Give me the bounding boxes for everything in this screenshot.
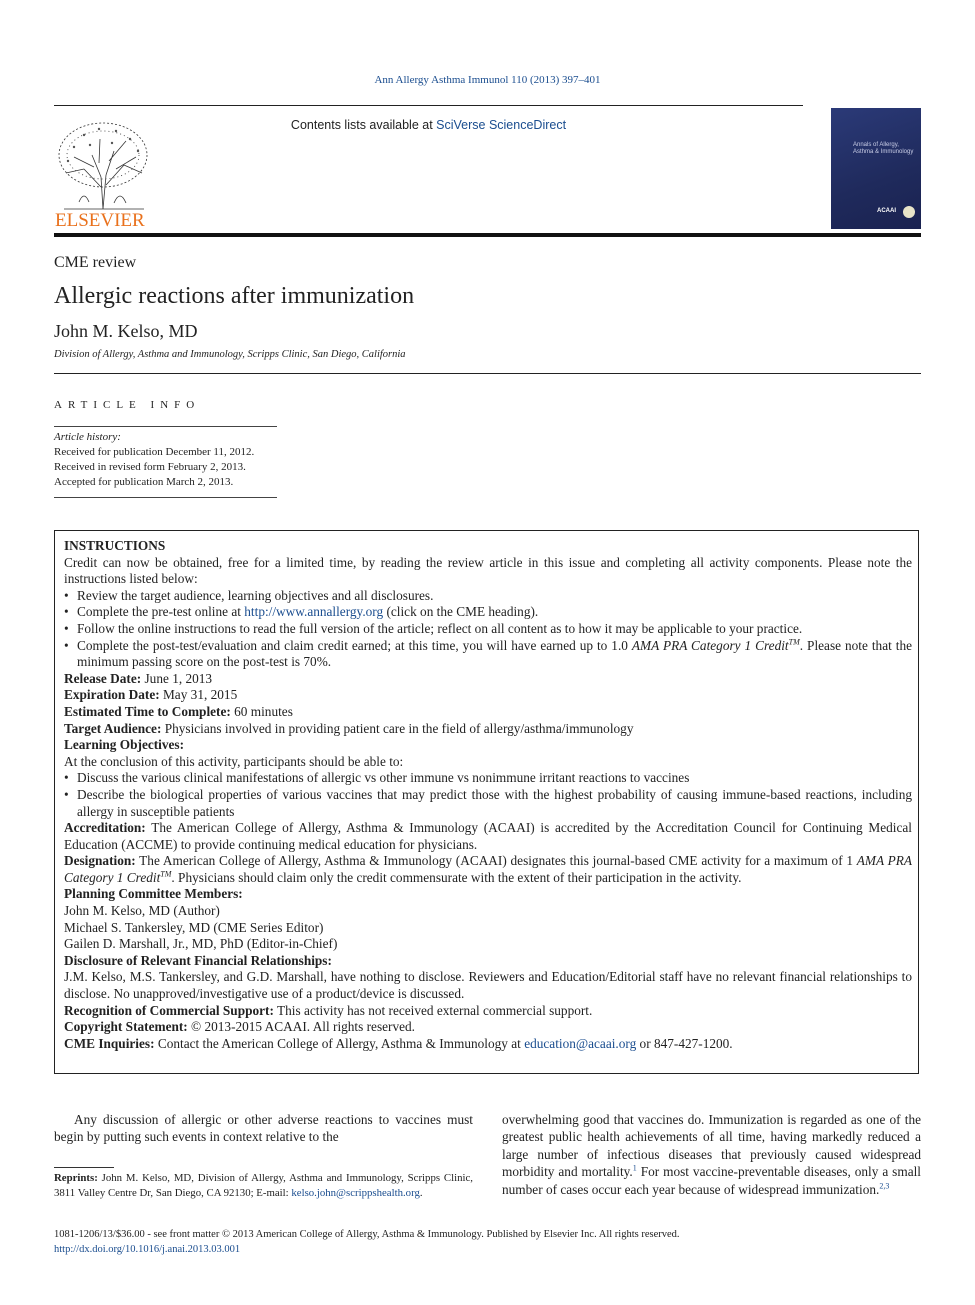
doi-link[interactable]: http://dx.doi.org/10.1016/j.anai.2013.03.001 xyxy=(54,1243,241,1255)
journal-cover-thumbnail[interactable] xyxy=(831,108,921,229)
committee-label: Planning Committee Members: xyxy=(64,886,243,902)
history-revised: Received in revised form February 2, 2013. xyxy=(54,461,246,473)
page-footer xyxy=(54,1228,680,1257)
title-rule xyxy=(54,373,921,374)
instruction-item: • Complete the post-test/evaluation and claim credit earned; at this time, you will have earned up to 1.0 AMA PRA Category 1 Credit™. Please note that the minimum passing score on the post-test is 70%. xyxy=(64,638,912,671)
estimated-time: Estimated Time to Complete: 60 minutes xyxy=(64,703,293,719)
expiration-date: Expiration Date: May 31, 2015 xyxy=(64,687,238,703)
issn-copyright-line: 1081-1206/13/$36.00 - see front matter © 2013 American College of Allergy, Asthma & Immunology. Published by Elsevier Inc. All rights reserved. xyxy=(54,1229,680,1240)
article-title: Allergic reactions after immunization xyxy=(54,283,415,309)
sciencedirect-link[interactable]: SciVerse ScienceDirect xyxy=(436,118,567,132)
cme-instructions-box xyxy=(54,530,919,1074)
section-label: CME review xyxy=(54,254,137,271)
reference-link[interactable]: 1 xyxy=(632,1163,637,1173)
journal-reference[interactable]: Ann Allergy Asthma Immunol 110 (2013) 397–401 xyxy=(374,74,601,86)
body-right-column: overwhelming good that vaccines do. Immunization is regarded as one of the greatest public health achievements of all time, having markedly reduced a large number of infectious diseases that previously caused widespread morbidity and mortality.$^1$ For most vaccine-preventable diseases, only a small number of cases occur each year because of widespread immunization.$^{2,3}$ xyxy=(502,1112,921,1197)
committee-member: John M. Kelso, MD (Author) xyxy=(64,903,220,919)
author-name: John M. Kelso, MD xyxy=(54,321,198,341)
cover-badge: ACAAI xyxy=(877,208,896,214)
release-date: Release Date: June 1, 2013 xyxy=(64,670,213,686)
commercial-support: Recognition of Commercial Support: This activity has not received external commercial support. xyxy=(64,1002,593,1018)
instructions-heading: INSTRUCTIONS xyxy=(64,538,166,553)
article-history-label: Article history: xyxy=(54,431,121,443)
acaai-email-link[interactable]: education@acaai.org xyxy=(524,1035,637,1051)
cover-seal-icon xyxy=(903,206,915,218)
header-thick-rule xyxy=(54,233,921,237)
instruction-item: • Review the target audience, learning objectives and all disclosures. xyxy=(64,588,912,605)
author-affiliation: Division of Allergy, Asthma and Immunology, Scripps Clinic, San Diego, California xyxy=(54,349,406,360)
author-email-link[interactable]: kelso.john@scrippshealth.org xyxy=(291,1186,420,1199)
contents-prefix: Contents lists available at xyxy=(290,118,437,132)
committee-member: Michael S. Tankersley, MD (CME Series Editor) xyxy=(64,919,324,935)
svg-text:ELSEVIER: ELSEVIER xyxy=(55,210,145,229)
designation: Designation: The American College of Allergy, Asthma & Immunology (ACAAI) designates this journal-based CME activity for a maximum of 1 AMA PRA Category 1 Credit™. Physicians should claim only the credit commensurate with the extent of their participation in the activity. xyxy=(64,853,912,885)
contents-available-line xyxy=(54,118,803,132)
reprints-footnote: Reprints: John M. Kelso, MD, Division of Allergy, Asthma and Immunology, Scripps Clinic, 3811 Valley Centre Dr, San Diego, CA 92130; E-mail: kelso.john@scrippshealth.org. xyxy=(54,1172,473,1199)
history-received: Received for publication December 11, 2012. xyxy=(54,446,255,458)
target-audience: Target Audience: Physicians involved in providing patient care in the field of allergy/asthma/immunology xyxy=(64,720,634,736)
objective-item: • Describe the biological properties of various vaccines that may predict those with the highest probability of causing immune-based reactions, including allergy in susceptible patients xyxy=(64,787,912,820)
article-history xyxy=(54,430,254,490)
history-accepted: Accepted for publication March 2, 2013. xyxy=(54,476,234,488)
header-rule xyxy=(54,105,803,106)
instruction-item: • Follow the online instructions to read the full version of the article; reflect on all content as to how it may be applicable to your practice. xyxy=(64,621,912,638)
article-info-rule-top xyxy=(54,426,277,427)
accreditation: Accreditation: The American College of Allergy, Asthma & Immunology (ACAAI) is accredited by the Accreditation Council for Continuing Medical Education (ACCME) to provide continuing medical education for physicians. xyxy=(64,820,912,852)
reprints-label: Reprints: xyxy=(54,1172,98,1184)
instructions-list xyxy=(64,588,912,671)
copyright-statement: Copyright Statement: © 2013-2015 ACAAI. All rights reserved. xyxy=(64,1019,415,1035)
cover-title: Annals of Allergy, Asthma & Immunology xyxy=(853,142,914,155)
article-info-rule-bottom xyxy=(54,497,277,498)
committee-member: Gailen D. Marshall, Jr., MD, PhD (Editor-in-Chief) xyxy=(64,936,338,952)
cme-inquiries: CME Inquiries: Contact the American College of Allergy, Asthma & Immunology at education@acaai.org or 847-427-1200. xyxy=(64,1035,733,1051)
cme-content xyxy=(64,538,912,1052)
instructions-text: Credit can now be obtained, free for a limited time, by reading the review article in this issue and completing all activity components. Please note the instructions listed below: xyxy=(64,554,912,587)
body-left-column: Any discussion of allergic or other adverse reactions to vaccines must begin by putting such events in context relative to the xyxy=(54,1112,473,1145)
instruction-item: • Complete the pre-test online at http://www.annallergy.org (click on the CME heading). xyxy=(64,604,912,621)
objective-item: • Discuss the various clinical manifestations of allergic vs other immune vs nonimmune irritant reactions to vaccines xyxy=(64,770,912,787)
footnote-rule xyxy=(54,1167,114,1168)
annallergy-link[interactable]: http://www.annallergy.org xyxy=(244,604,384,620)
reference-link[interactable]: 2,3 xyxy=(879,1181,890,1191)
disclosure-label: Disclosure of Relevant Financial Relationships: xyxy=(64,952,332,968)
elsevier-tree-icon xyxy=(54,117,152,229)
article-info-heading: ARTICLE INFO xyxy=(54,399,201,411)
disclosure-text: J.M. Kelso, M.S. Tankersley, and G.D. Marshall, have nothing to disclose. Reviewers and Education/Editorial staff have no relevant financial relationships to disclose. No unapproved/investigative use of a product/device is discussed. xyxy=(64,969,912,1002)
learning-objectives-label: Learning Objectives: xyxy=(64,737,185,753)
elsevier-logo xyxy=(54,117,152,229)
learning-objectives-intro: At the conclusion of this activity, participants should be able to: xyxy=(64,753,404,769)
objectives-list xyxy=(64,770,912,820)
